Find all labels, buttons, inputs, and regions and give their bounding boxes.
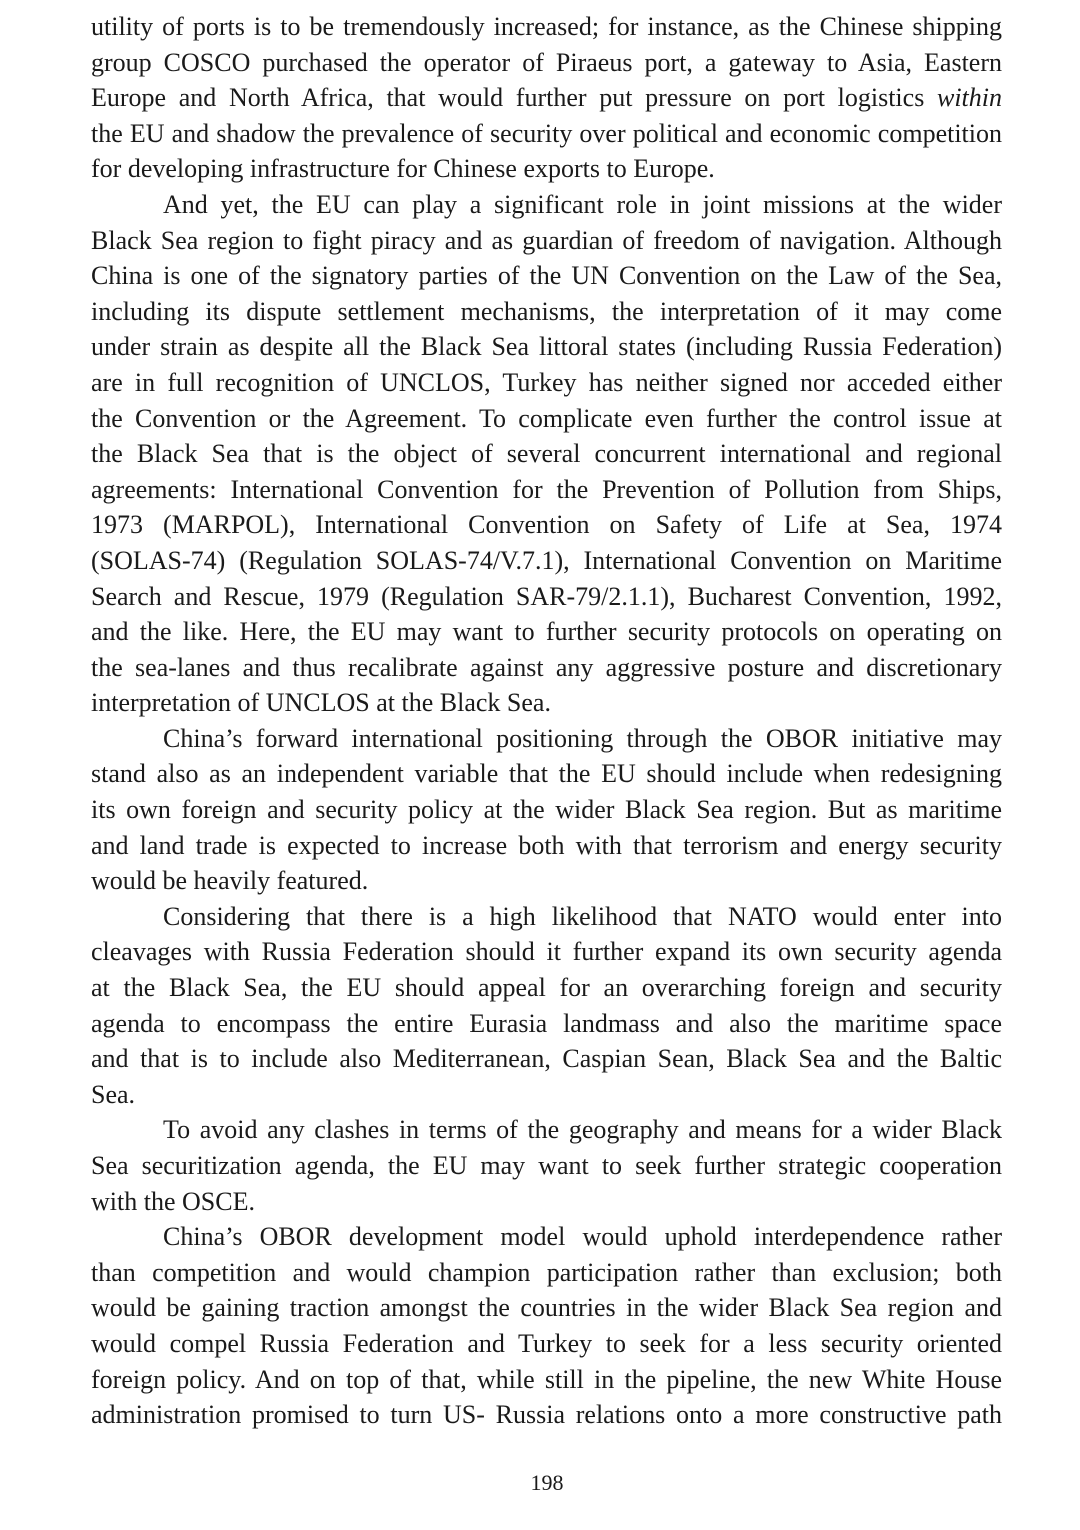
text-line: the EU and shadow the prevalence of security over political and economic competition xyxy=(91,118,1002,148)
text-line: (SOLAS-74) (Regulation SOLAS-74/V.7.1), International Convention on Maritime xyxy=(91,545,1002,575)
text-line: 1973 (MARPOL), International Convention on Safety of Life at Sea, 1974 xyxy=(91,510,1002,540)
text-line: its own foreign and security policy at the wider Black Sea region. But as maritime xyxy=(91,795,1002,825)
paragraph xyxy=(91,721,1002,899)
text-line: Considering that there is a high likelihood that NATO would enter into xyxy=(163,901,1002,931)
text-line: would be gaining traction amongst the countries in the wider Black Sea region and xyxy=(91,1293,1002,1323)
text-line: interpretation of UNCLOS at the Black Sea. xyxy=(91,688,551,718)
text-line: agreements: International Convention for the Prevention of Pollution from Ships, xyxy=(91,474,1002,504)
text-line: under strain as despite all the Black Sea littoral states (including Russia Federation) xyxy=(91,332,1002,362)
text-line: with the OSCE. xyxy=(91,1186,255,1216)
text-line: including its dispute settlement mechanisms, the interpretation of it may come xyxy=(91,296,1002,326)
text-line: To avoid any clashes in terms of the geography and means for a wider Black xyxy=(163,1115,1002,1145)
text-line: would compel Russia Federation and Turkey to seek for a less security oriented xyxy=(91,1328,1002,1358)
text-line: Sea securitization agenda, the EU may want to seek further strategic cooperation xyxy=(91,1151,1002,1180)
paragraph xyxy=(91,9,1002,187)
text-line: China’s forward international positioning through the OBOR initiative may xyxy=(163,723,1002,753)
text-line: the sea-lanes and thus recalibrate against any aggressive posture and discretionary xyxy=(91,652,1002,682)
paragraph xyxy=(91,1219,1002,1433)
text-line: the Black Sea that is the object of several concurrent international and regional xyxy=(91,439,1002,469)
text-line: and that is to include also Mediterranean, Caspian Sean, Black Sea and the Baltic xyxy=(91,1044,1002,1074)
text-line: and land trade is expected to increase both with that terrorism and energy security xyxy=(91,830,1002,860)
paragraph xyxy=(91,187,1002,721)
text-line: stand also as an independent variable that the EU should include when redesigning xyxy=(91,759,1002,789)
text-line: for developing infrastructure for Chinese exports to Europe. xyxy=(91,154,715,184)
text-line: China’s OBOR development model would uphold interdependence rather xyxy=(163,1222,1002,1252)
text-line: would be heavily featured. xyxy=(91,866,369,896)
text-line: Europe and North Africa, that would further put pressure on port logistics within xyxy=(91,83,1002,113)
paragraph xyxy=(91,899,1002,1113)
text-line: And yet, the EU can play a significant role in joint missions at the wider xyxy=(163,189,1002,219)
text-line: agenda to encompass the entire Eurasia landmass and also the maritime space xyxy=(91,1008,1002,1038)
page-number: 198 xyxy=(530,1470,564,1495)
text-line: group COSCO purchased the operator of Piraeus port, a gateway to Asia, Eastern xyxy=(91,47,1002,77)
text-line: Black Sea region to fight piracy and as guardian of freedom of navigation. Although xyxy=(91,225,1002,255)
text-line: Sea. xyxy=(91,1079,136,1109)
text-line: are in full recognition of UNCLOS, Turkey has neither signed nor acceded either xyxy=(91,367,1002,397)
text-line: China is one of the signatory parties of the UN Convention on the Law of the Sea, xyxy=(91,261,1002,291)
text-line: cleavages with Russia Federation should it further expand its own security agenda xyxy=(91,937,1002,967)
text-line: the Convention or the Agreement. To complicate even further the control issue at xyxy=(91,403,1002,433)
text-line: utility of ports is to be tremendously increased; for instance, as the Chinese shipping xyxy=(91,12,1002,41)
text-line: than competition and would champion participation rather than exclusion; both xyxy=(91,1257,1002,1287)
text-line: at the Black Sea, the EU should appeal for an overarching foreign and security xyxy=(91,973,1002,1003)
page-body xyxy=(91,9,1002,1433)
paragraph xyxy=(91,1112,1002,1219)
text-line: foreign policy. And on top of that, while still in the pipeline, the new White House xyxy=(91,1364,1002,1394)
text-line: Search and Rescue, 1979 (Regulation SAR-79/2.1.1), Bucharest Convention, 1992, xyxy=(91,581,1002,611)
text-line: and the like. Here, the EU may want to further security protocols on operating on xyxy=(91,617,1002,647)
text-line: administration promised to turn US- Russia relations onto a more constructive path xyxy=(91,1400,1002,1430)
